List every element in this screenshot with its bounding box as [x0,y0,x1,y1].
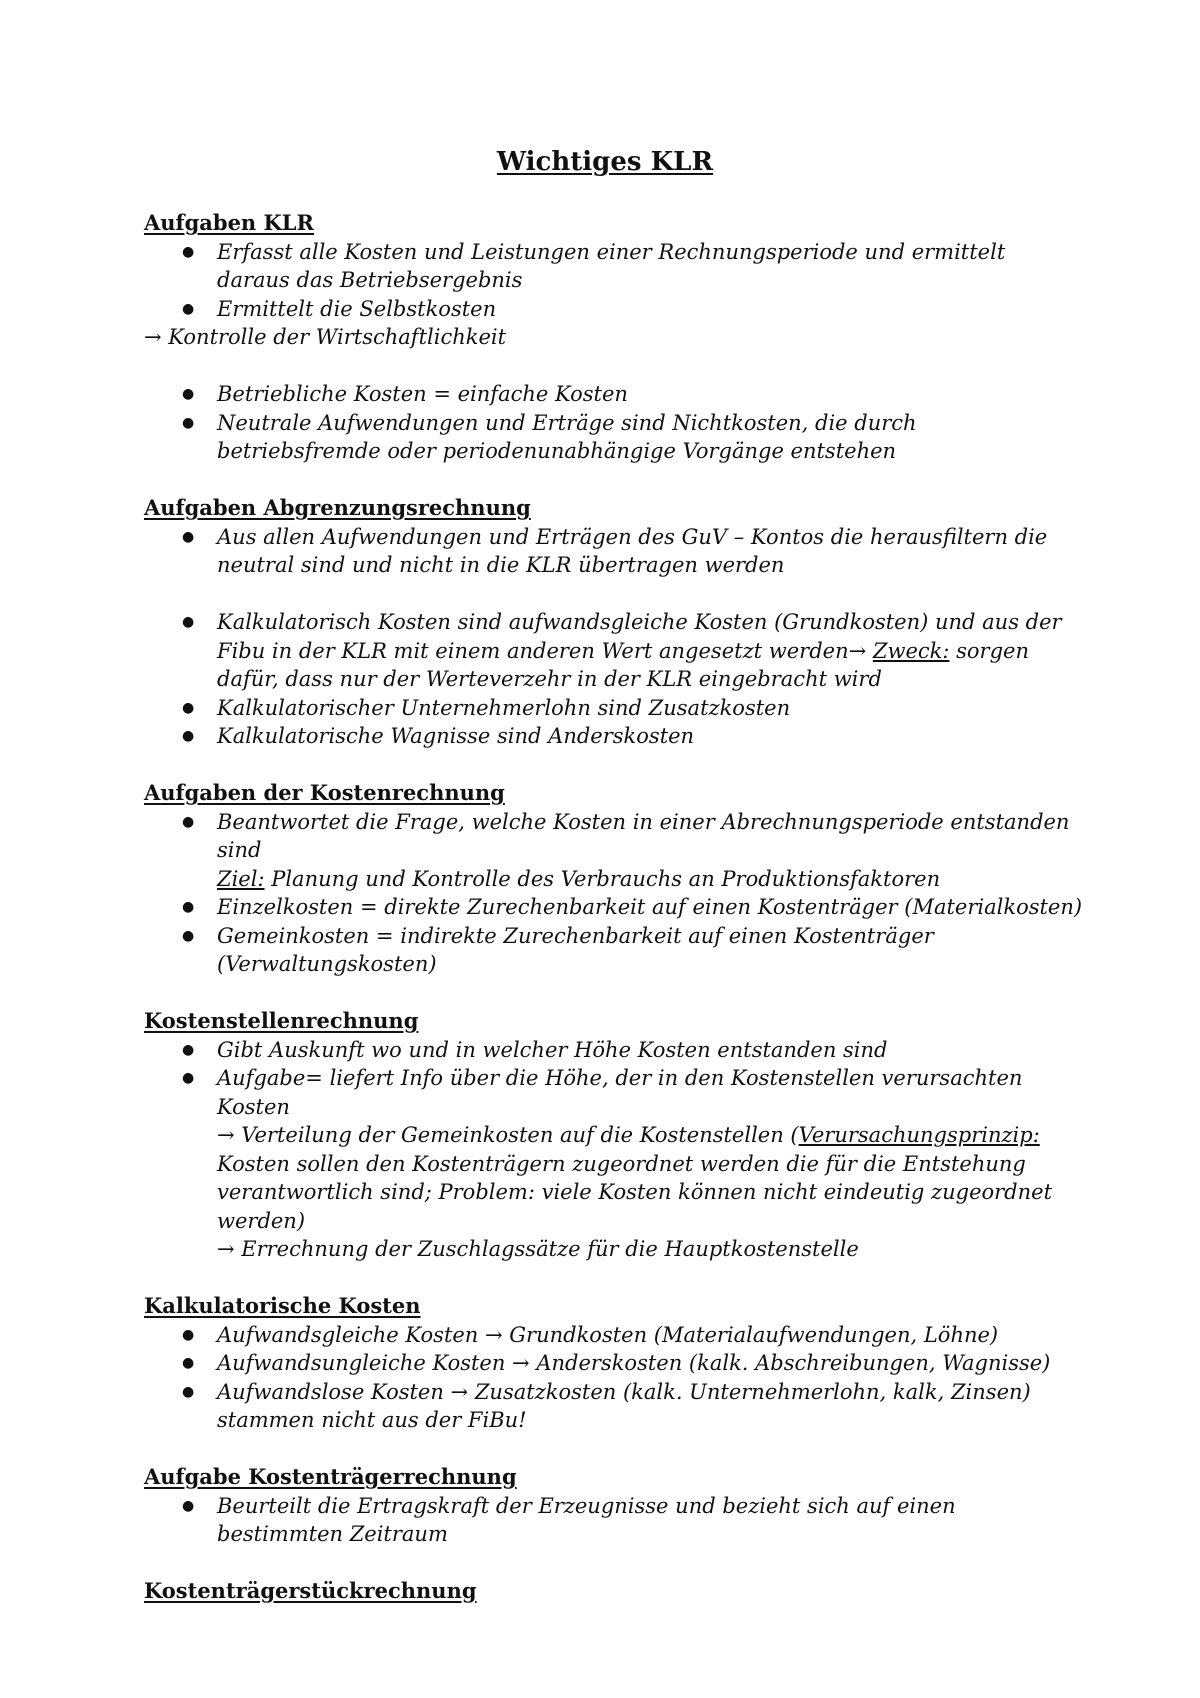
bullet-list [144,1036,1084,1264]
list-item [144,1064,1084,1264]
section-heading-kalkulatorische-kosten: Kalkulatorische Kosten [144,1293,421,1318]
list-item: ● Neutrale Aufwendungen und Erträge sind Nichtkosten, die durch betriebsfremde oder periodenunabhängige Vorgänge entstehen [144,409,1084,466]
list-item: ● Beurteilt die Ertragskraft der Erzeugnisse und bezieht sich auf einen bestimmten Zeitraum [144,1492,1084,1549]
document-title: Wichtiges KLR [496,147,714,177]
section-heading-aufgaben-klr: Aufgaben KLR [144,210,314,235]
list-item: ● Aus allen Aufwendungen und Erträgen des GuV – Kontos die herausfiltern die neutral sind und nicht in die KLR übertragen werden [144,523,1084,580]
section-heading-kostentraegerstueckrechnung: Kostenträgerstückrechnung [144,1578,477,1603]
arrow-line: → Kontrolle der Wirtschaftlichkeit [144,325,507,349]
bullet-list [144,1321,1084,1435]
list-item: ● Betriebliche Kosten = einfache Kosten [144,380,1084,409]
bullet-list [144,808,1084,979]
section-heading-abgrenzungsrechnung: Aufgaben Abgrenzungsrechnung [144,495,531,520]
underlined-label: Zweck: [872,638,950,663]
list-item-text: Kalkulatorisch Kosten sind aufwandsgleiche Kosten (Grundkosten) und aus der Fibu in der KLR mit einem anderen Wert angesetzt werden→ [217,610,1062,663]
list-item: ● Einzelkosten = direkte Zurechenbarkeit auf einen Kostenträger (Materialkosten) [144,893,1084,922]
list-item: ● Gibt Auskunft wo und in welcher Höhe Kosten entstanden sind [144,1036,1084,1065]
bullet-list [144,1492,1084,1549]
list-item: ● Kalkulatorischer Unternehmerlohn sind Zusatzkosten [144,694,1084,723]
list-item: ● Gemeinkosten = indirekte Zurechenbarkeit auf einen Kostenträger (Verwaltungskosten) [144,922,1084,979]
section-heading-kostentraegerrechnung: Aufgabe Kostenträgerrechnung [144,1464,517,1489]
list-item [144,808,1084,894]
list-item-text: Beantwortet die Frage, welche Kosten in einer Abrechnungsperiode entstanden sind [217,809,1070,862]
section-heading-kostenstellenrechnung: Kostenstellenrechnung [144,1008,419,1033]
list-item: ● Aufwandslose Kosten → Zusatzkosten (kalk. Unternehmerlohn, kalk, Zinsen) stammen nicht aus der FiBu! [144,1378,1084,1435]
list-item [144,608,1084,694]
list-item: ● Aufwandsungleiche Kosten → Anderskosten (kalk. Abschreibungen, Wagnisse) [144,1349,1084,1378]
list-item-text: sorgen dafür, dass nur der Werteverzehr in der KLR eingebracht wird [217,638,1029,691]
bullet-list [144,238,1084,324]
list-item: ● Aufwandsgleiche Kosten → Grundkosten (Materialaufwendungen, Löhne) [144,1321,1084,1350]
list-item-text: Aufgabe= liefert Info über die Höhe, der in den Kostenstellen verursachten Kosten [217,1066,1023,1119]
bullet-list [144,608,1084,751]
underlined-label: Ziel: [217,866,265,891]
list-item-text: Planung und Kontrolle des Verbrauchs an Produktionsfaktoren [264,866,941,891]
underlined-label: Verursachungsprinzip: [798,1123,1040,1147]
bullet-list [144,523,1084,580]
list-item: ● Erfasst alle Kosten und Leistungen einer Rechnungsperiode und ermittelt daraus das Betriebsergebnis [144,238,1084,295]
list-item-text: → Verteilung der Gemeinkosten auf die Kostenstellen ( [217,1123,799,1147]
list-item: ● Ermittelt die Selbstkosten [144,295,1084,324]
section-heading-kostenrechnung: Aufgaben der Kostenrechnung [144,780,505,805]
document-body [144,209,1084,1606]
bullet-list [144,380,1084,466]
list-item: ● Kalkulatorische Wagnisse sind Anderskosten [144,722,1084,751]
list-item-text: Kosten sollen den Kostenträgern zugeordnet werden die für die Entstehung verantwortlich sind; Problem: viele Kosten können nicht eindeutig zugeordnet werden) [217,1151,1053,1233]
list-item-text: → Errechnung der Zuschlagssätze für die Hauptkostenstelle [217,1237,859,1261]
